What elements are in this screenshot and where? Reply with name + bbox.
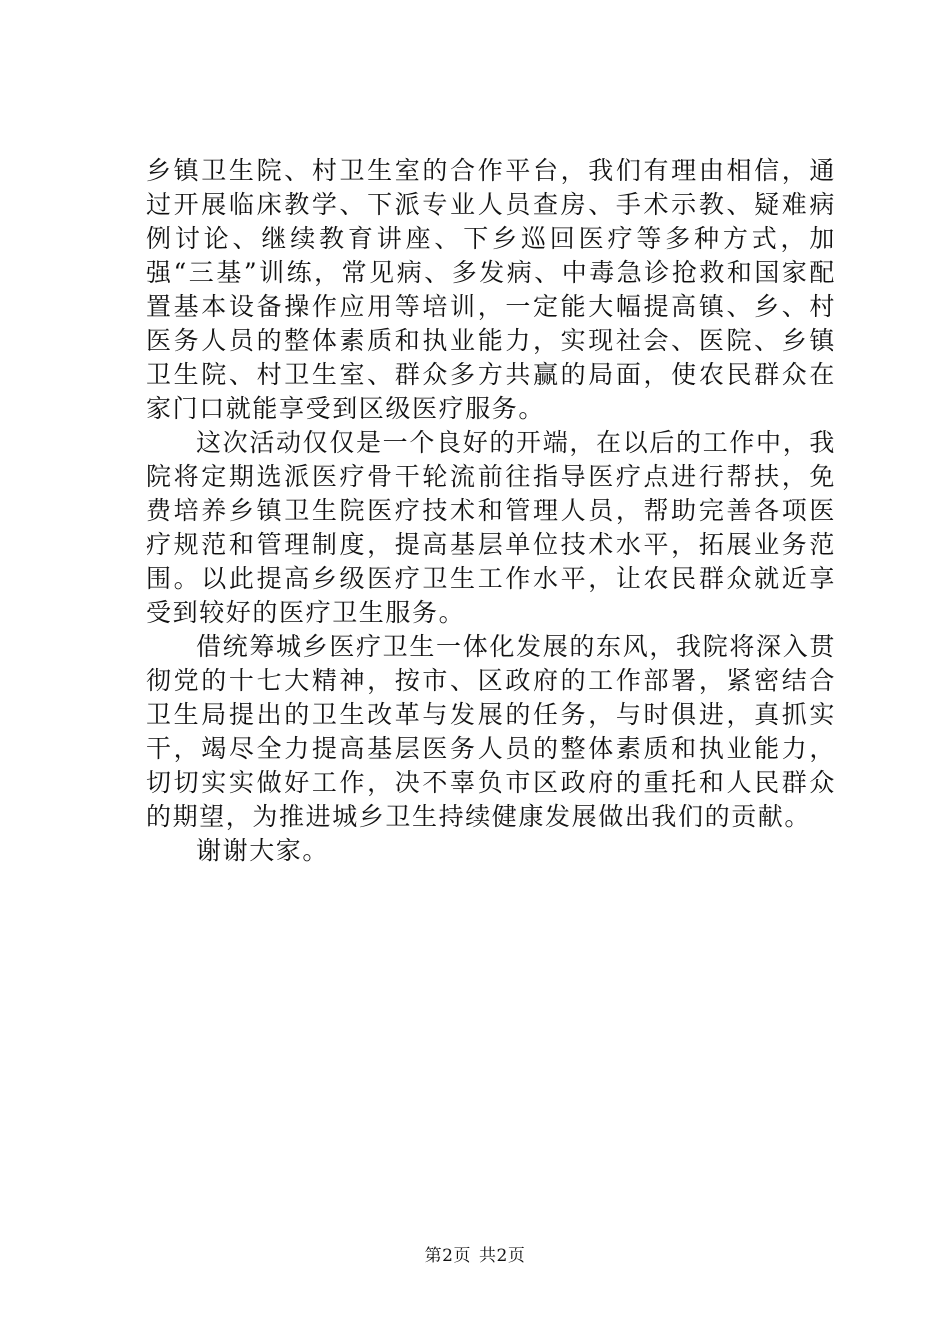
paragraph: 借统筹城乡医疗卫生一体化发展的东风，我院将深入贯彻党的十七大精神，按市、区政府的工作部署，紧密结合卫生局提出的卫生改革与发展的任务，与时俱进，真抓实干，竭尽全力提高基层医务人员的整体素质和执业能力，切切实实做好工作，决不辜负市区政府的重托和人民群众的期望，为推进城乡卫生持续健康发展做出我们的贡献。 bbox=[146, 632, 836, 831]
paragraph: 这次活动仅仅是一个良好的开端，在以后的工作中，我院将定期选派医疗骨干轮流前往指导医疗点进行帮扶，免费培养乡镇卫生院医疗技术和管理人员，帮助完善各项医疗规范和管理制度，提高基层单位技术水平，拓展业务范围。以此提高乡级医疗卫生工作水平，让农民群众就近享受到较好的医疗卫生服务。 bbox=[146, 428, 836, 627]
page-footer bbox=[0, 1245, 950, 1267]
paragraph-continued: 乡镇卫生院、村卫生室的合作平台，我们有理由相信，通过开展临床教学、下派专业人员查房、手术示教、疑难病例讨论、继续教育讲座、下乡巡回医疗等多种方式，加强“三基”训练，常见病、多发病、中毒急诊抢救和国家配置基本设备操作应用等培训，一定能大幅提高镇、乡、村医务人员的整体素质和执业能力，实现社会、医院、乡镇卫生院、村卫生室、群众多方共赢的局面，使农民群众在家门口就能享受到区级医疗服务。 bbox=[146, 156, 836, 423]
page-number: 第2页 bbox=[424, 1246, 471, 1266]
document-body bbox=[146, 154, 836, 868]
page-total: 共2页 bbox=[479, 1246, 526, 1266]
closing-paragraph: 谢谢大家。 bbox=[196, 836, 330, 865]
